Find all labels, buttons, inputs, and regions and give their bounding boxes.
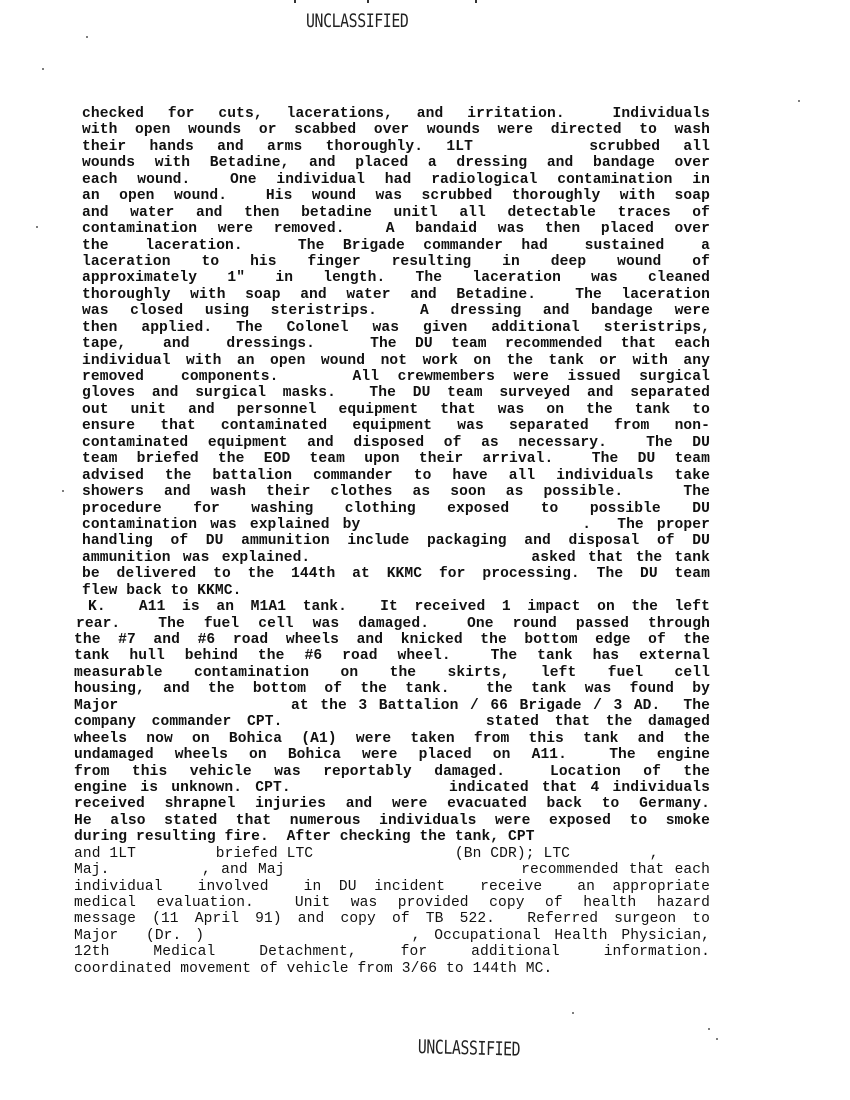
text-line: wounds with Betadine, and placed a dressing and bandage over [82, 155, 710, 172]
text-line: ensure that contaminated equipment was separated from non- [82, 418, 710, 435]
text-line: was closed using steristrips. A dressing and bandage were [82, 303, 710, 320]
scan-speck [86, 36, 88, 38]
text-line: then applied. The Colonel was given additional steristrips, [82, 319, 710, 336]
text-line: tape, and dressings. The DU team recommended that each [82, 336, 710, 353]
text-line: each wound. One individual had radiological contamination in [82, 171, 710, 188]
text-line: from this vehicle was reportably damaged. Location of the [74, 763, 710, 780]
text-line: company commander CPT. stated that the damaged [74, 714, 710, 731]
scan-speck [62, 490, 64, 492]
text-line: flew back to KKMC. [82, 582, 242, 599]
scan-speck [42, 68, 44, 70]
text-line: Major at the 3 Battalion / 66 Brigade / 3 AD. The [74, 697, 710, 714]
text-line: K. A11 is an M1A1 tank. It received 1 impact on the left [88, 599, 710, 616]
text-line: wheels now on Bohica (A1) were taken from this tank and the [74, 730, 710, 747]
text-line: and 1LT briefed LTC (Bn CDR); LTC , [74, 845, 659, 862]
scan-speck [572, 1012, 574, 1014]
text-line: contamination were removed. A bandaid was then placed over [82, 221, 710, 238]
text-line: ammunition was explained. asked that the tank [82, 549, 710, 566]
text-line: their hands and arms thoroughly. 1LT scrubbed all [82, 138, 710, 155]
text-line: coordinated movement of vehicle from 3/66 to 144th MC. [74, 960, 553, 977]
scan-artifact [294, 0, 296, 3]
text-line: showers and wash their clothes as soon as possible. The [82, 484, 710, 501]
text-line: contamination was explained by . The proper [82, 516, 710, 533]
text-line: individual involved in DU incident receive an appropriate [74, 878, 710, 895]
text-line: Major (Dr. ) , Occupational Health Physician, [74, 927, 710, 944]
text-line: received shrapnel injuries and were evacuated back to Germany. [74, 796, 710, 813]
text-line: an open wound. His wound was scrubbed thoroughly with soap [82, 188, 710, 205]
text-line: removed components. All crewmembers were issued surgical [82, 369, 710, 385]
text-line: undamaged wheels on Bohica were placed on A11. The engine [74, 747, 710, 764]
text-line: 12th Medical Detachment, for additional information. [74, 944, 710, 961]
text-line: message (11 April 91) and copy of TB 522. Referred surgeon to [74, 911, 710, 928]
scan-artifact [475, 0, 477, 3]
text-line: individual with an open wound not work on the tank or with any [82, 352, 710, 369]
text-line: the #7 and #6 road wheels and knicked the bottom edge of the [74, 632, 710, 648]
scan-artifact [367, 0, 369, 3]
text-line: housing, and the bottom of the tank. the tank was found by [74, 681, 710, 698]
text-line: He also stated that numerous individuals were exposed to smoke [74, 812, 710, 829]
text-line: out unit and personnel equipment that was on the tank to [82, 401, 710, 418]
text-line: be delivered to the 144th at KKMC for processing. The DU team [82, 566, 710, 583]
text-line: tank hull behind the #6 road wheel. The tank has external [74, 648, 710, 665]
text-line: rear. The fuel cell was damaged. One round passed through [76, 615, 710, 632]
text-line: during resulting fire. After checking the tank, CPT [74, 829, 535, 846]
text-line: gloves and surgical masks. The DU team surveyed and separated [82, 385, 710, 402]
scan-speck [716, 1038, 718, 1040]
text-line: handling of DU ammunition include packaging and disposal of DU [82, 533, 710, 550]
text-line: thoroughly with soap and water and Betadine. The laceration [82, 286, 710, 303]
text-line: Maj. , and Maj recommended that each [74, 862, 710, 879]
text-line: laceration to his finger resulting in deep wound of [82, 253, 710, 270]
text-line: medical evaluation. Unit was provided copy of health hazard [74, 895, 710, 911]
text-line: engine is unknown. CPT. indicated that 4 individuals [74, 779, 710, 796]
text-line: with open wounds or scabbed over wounds were directed to wash [82, 122, 710, 139]
text-line: contaminated equipment and disposed of as necessary. The DU [82, 434, 710, 451]
text-line: team briefed the EOD team upon their arrival. The DU team [82, 451, 710, 468]
header-classification-marking: UNCLASSIFIED [306, 10, 409, 32]
text-line: and water and then betadine unitl all detectable traces of [82, 204, 710, 221]
text-line: advised the battalion commander to have all individuals take [82, 467, 710, 484]
text-line: approximately 1" in length. The laceration was cleaned [82, 270, 710, 287]
text-line: checked for cuts, lacerations, and irritation. Individuals [82, 106, 710, 122]
text-line: procedure for washing clothing exposed to possible DU [82, 500, 710, 517]
scan-speck [708, 1028, 710, 1030]
report-body-text [74, 106, 714, 977]
scan-speck [36, 226, 38, 228]
scan-speck [798, 100, 800, 102]
footer-classification-marking: UNCLASSIFIED [417, 1036, 521, 1061]
text-line: the laceration. The Brigade commander had sustained a [82, 237, 710, 254]
text-line: measurable contamination on the skirts, left fuel cell [74, 664, 710, 681]
